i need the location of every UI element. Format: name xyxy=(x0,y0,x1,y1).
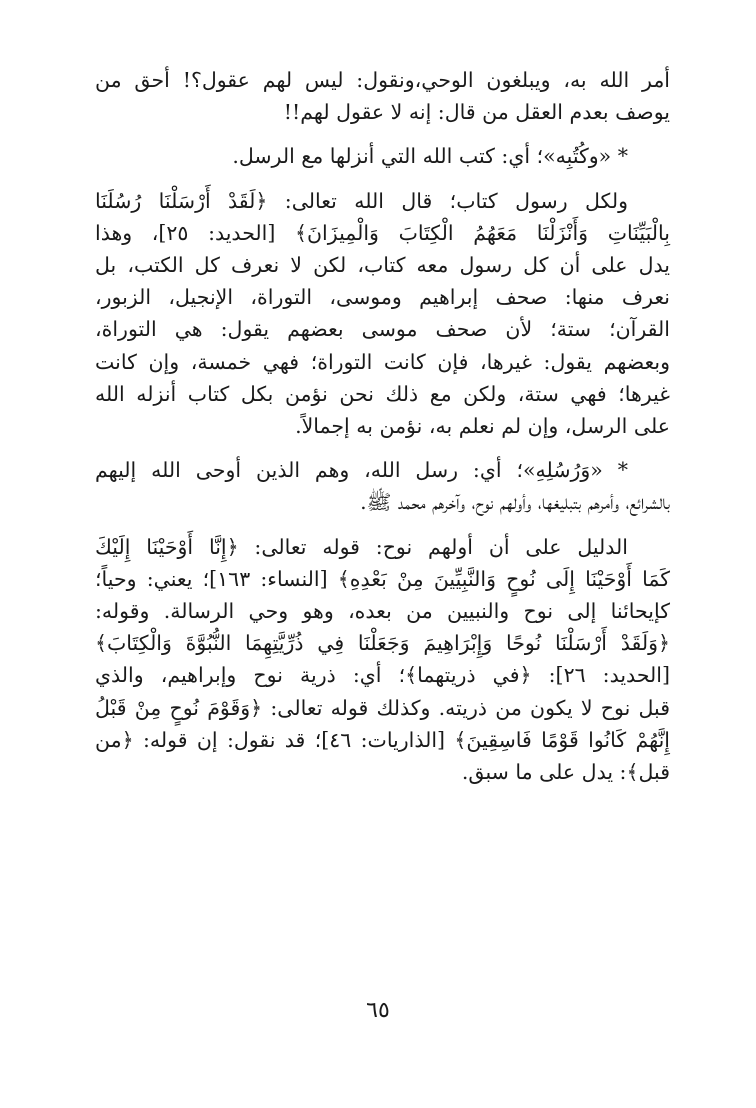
text-line: قبل نوح لا يكون من ذريته. وكذلك قوله تعالى: ﴿وَقَوْمَ نُوحٍ مِنْ قَبْلُ xyxy=(95,695,670,720)
text-line: القرآن؛ ستة؛ لأن صحف موسى بعضهم يقول: هي التوراة، xyxy=(95,317,670,342)
text-line: ولكل رسول كتاب؛ قال الله تعالى: ﴿لَقَدْ أَرْسَلْنَا رُسُلَنَا xyxy=(95,188,628,213)
text-line: يوصف بعدم العقل من قال: إنه لا عقول لهم!! xyxy=(283,100,670,125)
text-line: * «وكُتُبِه»؛ أي: كتب الله التي أنزلها مع الرسل. xyxy=(232,144,628,169)
text-line: كإيحائنا إلى نوح والنبيين من بعده، وهو وحي الرسالة. وقوله: xyxy=(95,599,670,624)
text-line: [الحديد: ٢٦]: ﴿في ذريتهما﴾؛ أي: ذرية نوح وإبراهيم، والذي xyxy=(95,663,670,688)
text-line: يدل على أن كل رسول معه كتاب، لكن لا نعرف كل الكتب، بل xyxy=(95,253,670,278)
text-line: بِالْبَيِّنَاتِ وَأَنْزَلْنَا مَعَهُمُ الْكِتَابَ وَالْمِيزَانَ﴾ [الحديد: ٢٥]، وهذا xyxy=(95,220,670,245)
text-line: نعرف منها: صحف إبراهيم وموسى، التوراة، الإنجيل، الزبور، xyxy=(95,285,670,310)
text-line: كَمَا أَوْحَيْنَا إِلَى نُوحٍ وَالنَّبِيِّينَ مِنْ بَعْدِهِ﴾ [النساء: ١٦٣]؛ يعني: وحياً؛ xyxy=(95,566,671,591)
paragraph-1 xyxy=(95,64,670,128)
text-line: إِنَّهُمْ كَانُوا قَوْمًا فَاسِقِينَ﴾ [الذاريات: ٤٦]؛ قد نقول: إن قوله: ﴿من xyxy=(95,727,670,752)
text-line: ﴿وَلَقَدْ أَرْسَلْنَا نُوحًا وَإِبْرَاهِيمَ وَجَعَلْنَا فِي ذُرِّيَّتِهِمَا النُّبُوَّةَ وَالْكِتَابَ﴾ xyxy=(95,631,670,656)
text-line: بالشرائع، وأمرهم بتبليغها، وأولهم نوح، وآخرهم محمد ﷺ. xyxy=(360,490,670,515)
text-line: * «وَرُسُلِهِ»؛ أي: رسل الله، وهم الذين أوحى الله إليهم xyxy=(95,458,628,483)
text-line: وبعضهم يقول: غيرها، فإن كانت التوراة؛ فهي خمسة، وإن كانت xyxy=(95,349,670,374)
text-line: غيرها؛ فهي ستة، ولكن مع ذلك نحن نؤمن بكل كتاب أنزله الله xyxy=(95,381,670,406)
text-line: أمر الله به، ويبلغون الوحي،ونقول: ليس لهم عقول؟! أحق من xyxy=(95,68,670,92)
page-number: ٦٥ xyxy=(366,998,390,1023)
paragraph-every-messenger-book xyxy=(95,185,670,443)
page-body xyxy=(95,64,670,788)
paragraph-evidence-noah xyxy=(95,531,670,789)
paragraph-books xyxy=(95,140,670,172)
paragraph-messengers xyxy=(95,454,670,518)
text-line: على الرسل، وإن لم نعلم به، نؤمن به إجمالاً. xyxy=(295,414,670,439)
text-line: الدليل على أن أولهم نوح: قوله تعالى: ﴿إِنَّا أَوْحَيْنَا إِلَيْكَ xyxy=(95,534,628,559)
text-line: قبل﴾: يدل على ما سبق. xyxy=(461,760,670,785)
